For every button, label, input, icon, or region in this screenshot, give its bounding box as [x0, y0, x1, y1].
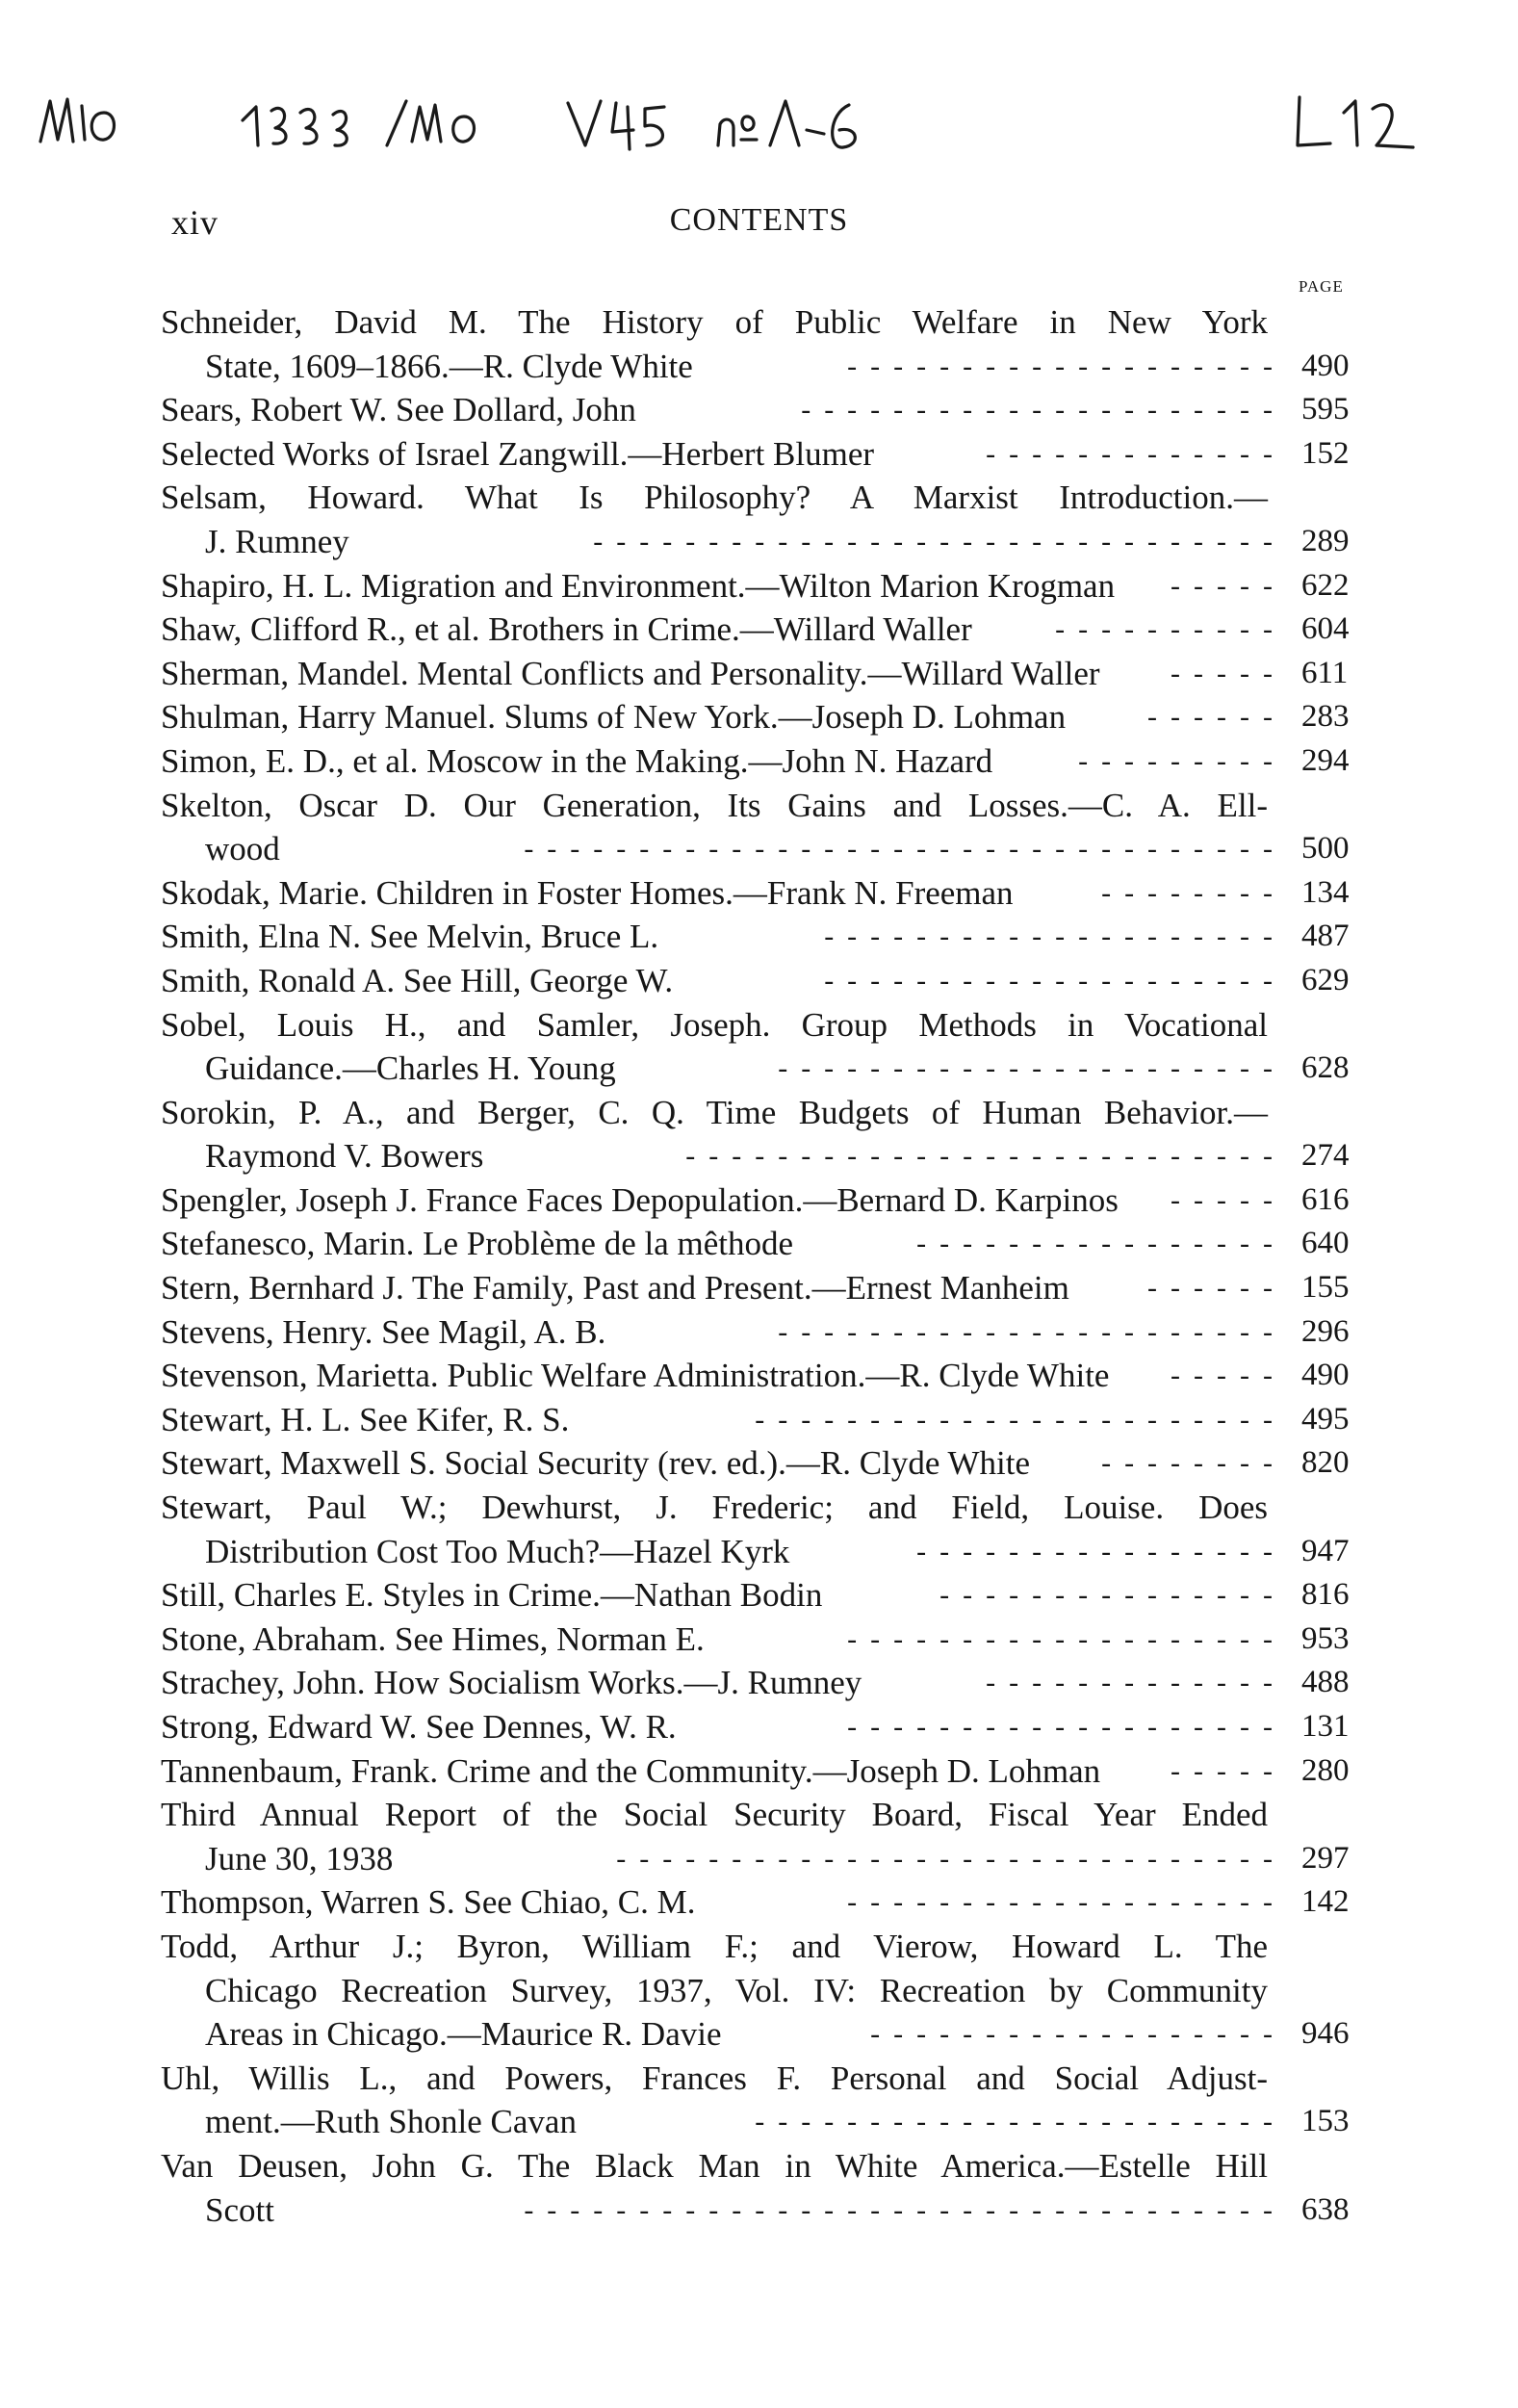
entry-line: [161, 1705, 1359, 1749]
handwriting-strokes-icon: [29, 53, 1492, 197]
page-number: 490: [1301, 1358, 1350, 1393]
dot-leaders: ----------------------: [778, 1052, 1286, 1085]
contents-entry: [161, 432, 1359, 477]
page-number: 495: [1301, 1401, 1350, 1437]
dot-leaders: -------------: [986, 437, 1286, 470]
entry-line: [161, 2057, 1359, 2101]
entry-text: ment.—Ruth Shonle Cavan: [205, 2103, 577, 2141]
entry-text: Selected Works of Israel Zangwill.—Herbert Blumer: [161, 434, 875, 473]
entry-text: Raymond V. Bowers: [205, 1137, 484, 1176]
entry-text: Smith, Elna N. See Melvin, Bruce L.: [161, 918, 659, 956]
entry-line: [161, 1266, 1359, 1310]
page-number: 953: [1301, 1620, 1350, 1656]
entry-text: Stewart, Paul W.; Dewhurst, J. Frederic; and Field, Louise. Does: [161, 1489, 1268, 1527]
entry-text: Thompson, Warren S. See Chiao, C. M.: [161, 1883, 696, 1922]
entry-text: Smith, Ronald A. See Hill, George W.: [161, 961, 674, 999]
entry-text: Shapiro, H. L. Migration and Environment.—Wilton Marion Krogman: [161, 566, 1116, 605]
dot-leaders: ---------------: [939, 1579, 1286, 1612]
page-number: 153: [1301, 2104, 1350, 2139]
entry-line: [161, 871, 1359, 916]
contents-entry: [161, 1266, 1359, 1310]
entry-line: [161, 1047, 1359, 1091]
dot-leaders: -----------------------: [755, 2106, 1286, 2138]
page-number: 294: [1301, 742, 1350, 778]
entry-line: [161, 1880, 1359, 1925]
entry-text: Skelton, Oscar D. Our Generation, Its Gains and Losses.—C. A. Ell-: [161, 786, 1268, 824]
entry-text: Areas in Chicago.—Maurice R. Davie: [205, 2015, 722, 2054]
page-number: 142: [1301, 1884, 1350, 1920]
entry-line: [161, 300, 1359, 345]
entry-line: [161, 1573, 1359, 1618]
entry-text: Sherman, Mandel. Mental Conflicts and Personality.—Willard Waller: [161, 654, 1100, 692]
entry-text: Chicago Recreation Survey, 1937, Vol. IV: Recreation by Community: [205, 1971, 1268, 2009]
page-number: 816: [1301, 1577, 1350, 1613]
contents-entry: [161, 1486, 1359, 1573]
handwritten-annotation: [29, 53, 1492, 197]
entry-text: Guidance.—Charles H. Young: [205, 1049, 616, 1088]
entry-line: [161, 1837, 1359, 1881]
dot-leaders: ----------: [1055, 613, 1286, 646]
dot-leaders: ---------------------------------: [524, 833, 1286, 866]
entry-line: [161, 1749, 1359, 1794]
page-number: 946: [1301, 2016, 1350, 2052]
dot-leaders: -----------------------------: [616, 1842, 1286, 1875]
dot-leaders: ----------------------: [778, 1315, 1286, 1348]
page-number: 280: [1301, 1752, 1350, 1788]
entry-line: [161, 1310, 1359, 1355]
entry-line: [161, 1178, 1359, 1223]
contents-entry: [161, 784, 1359, 871]
entry-text: Shulman, Harry Manuel. Slums of New York.—Joseph D. Lohman: [161, 698, 1067, 737]
entry-line: [161, 2144, 1359, 2188]
contents-entry: [161, 1661, 1359, 1705]
dot-leaders: --------------------------: [685, 1140, 1286, 1173]
page-number: 274: [1301, 1138, 1350, 1174]
page-number: 296: [1301, 1313, 1350, 1349]
dot-leaders: -----------------------: [755, 1403, 1286, 1436]
entry-line: [161, 827, 1359, 871]
entry-text: Scott: [205, 2190, 274, 2229]
dot-leaders: ----------------: [916, 1535, 1286, 1567]
entry-line: [161, 564, 1359, 608]
entry-line: [161, 1003, 1359, 1048]
contents-entry: [161, 2144, 1359, 2232]
entry-text: State, 1609–1866.—R. Clyde White: [205, 347, 693, 385]
contents-entry: [161, 1178, 1359, 1223]
contents-entry: [161, 300, 1359, 388]
page-number: 500: [1301, 831, 1350, 867]
entry-line: [161, 1793, 1359, 1837]
entry-line: [161, 1661, 1359, 1705]
dot-leaders: -----: [1171, 657, 1286, 689]
entry-line: [161, 1398, 1359, 1442]
entry-text: Strong, Edward W. See Dennes, W. R.: [161, 1708, 677, 1746]
page-number: 134: [1301, 874, 1350, 910]
contents-entry: [161, 1705, 1359, 1749]
contents-entry: [161, 959, 1359, 1003]
contents-entry: [161, 2057, 1359, 2144]
page-number: 622: [1301, 567, 1350, 603]
dot-leaders: ---------------------------------: [524, 2193, 1286, 2226]
contents-entry: [161, 1003, 1359, 1091]
entry-line: [161, 784, 1359, 828]
entry-line: [161, 1925, 1359, 1969]
entry-text: Stone, Abraham. See Himes, Norman E.: [161, 1619, 705, 1658]
dot-leaders: -----: [1171, 569, 1286, 602]
page-number: 947: [1301, 1533, 1350, 1568]
contents-entry: [161, 1222, 1359, 1266]
entry-text: Sears, Robert W. See Dollard, John: [161, 391, 636, 429]
contents-entry: [161, 1573, 1359, 1618]
entry-text: Skodak, Marie. Children in Foster Homes.—Frank N. Freeman: [161, 873, 1014, 912]
contents-entry: [161, 1354, 1359, 1398]
page-number: 289: [1301, 523, 1350, 558]
dot-leaders: ------------------: [870, 2018, 1286, 2051]
dot-leaders: -------------: [986, 1667, 1286, 1699]
page-number: 638: [1301, 2191, 1350, 2227]
entry-text: Tannenbaum, Frank. Crime and the Community.—Joseph D. Lohman: [161, 1751, 1101, 1790]
entry-line: [161, 915, 1359, 959]
entry-line: [161, 652, 1359, 696]
entry-text: Simon, E. D., et al. Moscow in the Making.—John N. Hazard: [161, 741, 993, 780]
entry-text: Stern, Bernhard J. The Family, Past and Present.—Ernest Manheim: [161, 1269, 1069, 1308]
page-number: 820: [1301, 1445, 1350, 1481]
entry-line: [161, 959, 1359, 1003]
entry-line: [161, 432, 1359, 477]
contents-entry: [161, 564, 1359, 608]
entry-line: [161, 1354, 1359, 1398]
page-number: 628: [1301, 1050, 1350, 1086]
contents-entry: [161, 695, 1359, 739]
entry-line: [161, 1486, 1359, 1530]
contents-entry: [161, 608, 1359, 652]
contents-list: [161, 300, 1359, 2232]
entry-line: [161, 345, 1359, 389]
contents-entry: [161, 1793, 1359, 1880]
page-number: 297: [1301, 1840, 1350, 1876]
dot-leaders: ------: [1147, 701, 1286, 734]
dot-leaders: ----------------: [916, 1228, 1286, 1260]
contents-entry: [161, 1618, 1359, 1662]
contents-entry: [161, 1310, 1359, 1355]
entry-line: [161, 1969, 1359, 2013]
entry-text: Stewart, Maxwell S. Social Security (rev. ed.).—R. Clyde White: [161, 1444, 1031, 1483]
dot-leaders: --------------------: [824, 920, 1286, 953]
dot-leaders: --------: [1101, 1447, 1286, 1480]
contents-entry: [161, 1398, 1359, 1442]
running-title: CONTENTS: [669, 202, 849, 238]
entry-text: Todd, Arthur J.; Byron, William F.; and Vierow, Howard L. The: [161, 1927, 1268, 1965]
dot-leaders: ---------: [1078, 744, 1286, 777]
entry-text: Stefanesco, Marin. Le Problème de la mêthode: [161, 1225, 794, 1263]
entry-text: Selsam, Howard. What Is Philosophy? A Marxist Introduction.—: [161, 479, 1268, 517]
entry-line: [161, 1618, 1359, 1662]
contents-entry: [161, 739, 1359, 784]
entry-line: [161, 2100, 1359, 2144]
contents-entry: [161, 652, 1359, 696]
entry-text: Shaw, Clifford R., et al. Brothers in Crime.—Willard Waller: [161, 610, 972, 649]
entry-line: [161, 608, 1359, 652]
dot-leaders: --------------------: [824, 964, 1286, 997]
entry-line: [161, 388, 1359, 432]
contents-entry: [161, 476, 1359, 563]
entry-text: Schneider, David M. The History of Public Welfare in New York: [161, 303, 1268, 341]
entry-line: [161, 1091, 1359, 1135]
page-number: 616: [1301, 1181, 1350, 1217]
dot-leaders: -----: [1171, 1183, 1286, 1216]
dot-leaders: --------: [1101, 876, 1286, 909]
page-number: 131: [1301, 1709, 1350, 1744]
contents-entry: [161, 388, 1359, 432]
entry-line: [161, 520, 1359, 564]
dot-leaders: ------: [1147, 1272, 1286, 1305]
entry-text: Strachey, John. How Socialism Works.—J. Rumney: [161, 1664, 862, 1702]
dot-leaders: ------------------------------: [593, 525, 1286, 557]
entry-text: Uhl, Willis L., and Powers, Frances F. Personal and Social Adjust-: [161, 2058, 1268, 2097]
dot-leaders: -------------------: [847, 350, 1286, 382]
contents-entry: [161, 1091, 1359, 1178]
page-number: 152: [1301, 435, 1350, 471]
page-number: 640: [1301, 1226, 1350, 1261]
entry-text: June 30, 1938: [205, 1839, 394, 1877]
entry-line: [161, 2188, 1359, 2233]
entry-text: Still, Charles E. Styles in Crime.—Nathan Bodin: [161, 1576, 823, 1615]
contents-entry: [161, 1441, 1359, 1486]
page-number: 488: [1301, 1665, 1350, 1700]
entry-text: Sorokin, P. A., and Berger, C. Q. Time Budgets of Human Behavior.—: [161, 1093, 1268, 1131]
entry-line: [161, 1530, 1359, 1574]
entry-line: [161, 476, 1359, 520]
dot-leaders: -----: [1171, 1359, 1286, 1392]
entry-text: Van Deusen, John G. The Black Man in White America.—Estelle Hill: [161, 2146, 1268, 2185]
page-number: 283: [1301, 699, 1350, 735]
page-number: 595: [1301, 392, 1350, 427]
contents-entry: [161, 1925, 1359, 2057]
contents-entry: [161, 871, 1359, 916]
contents-entry: [161, 915, 1359, 959]
entry-text: wood: [205, 830, 280, 868]
contents-entry: [161, 1749, 1359, 1794]
entry-line: [161, 1134, 1359, 1178]
page-number: 155: [1301, 1270, 1350, 1306]
entry-text: Stevenson, Marietta. Public Welfare Administration.—R. Clyde White: [161, 1357, 1110, 1395]
entry-line: [161, 1222, 1359, 1266]
page-number: 611: [1301, 655, 1349, 690]
entry-line: [161, 695, 1359, 739]
entry-line: [161, 1441, 1359, 1486]
entry-text: Distribution Cost Too Much?—Hazel Kyrk: [205, 1532, 790, 1570]
entry-text: Third Annual Report of the Social Security Board, Fiscal Year Ended: [161, 1796, 1268, 1834]
page-column-label: PAGE: [1299, 277, 1344, 296]
page-number: 629: [1301, 962, 1350, 997]
contents-entry: [161, 1880, 1359, 1925]
dot-leaders: ---------------------: [801, 394, 1286, 427]
entry-text: Spengler, Joseph J. France Faces Depopulation.—Bernard D. Karpinos: [161, 1180, 1119, 1219]
entry-text: Stevens, Henry. See Magil, A. B.: [161, 1312, 606, 1351]
dot-leaders: -------------------: [847, 1886, 1286, 1919]
entry-text: J. Rumney: [205, 522, 349, 560]
dot-leaders: -------------------: [847, 1622, 1286, 1655]
page-number: 487: [1301, 919, 1350, 954]
folio-number: xiv: [171, 203, 219, 242]
entry-text: Stewart, H. L. See Kifer, R. S.: [161, 1400, 570, 1438]
entry-line: [161, 739, 1359, 784]
page-number: 490: [1301, 348, 1350, 383]
page-number: 604: [1301, 611, 1350, 647]
dot-leaders: -------------------: [847, 1711, 1286, 1743]
entry-text: Sobel, Louis H., and Samler, Joseph. Group Methods in Vocational: [161, 1005, 1268, 1044]
dot-leaders: -----: [1171, 1754, 1286, 1787]
entry-line: [161, 2012, 1359, 2057]
